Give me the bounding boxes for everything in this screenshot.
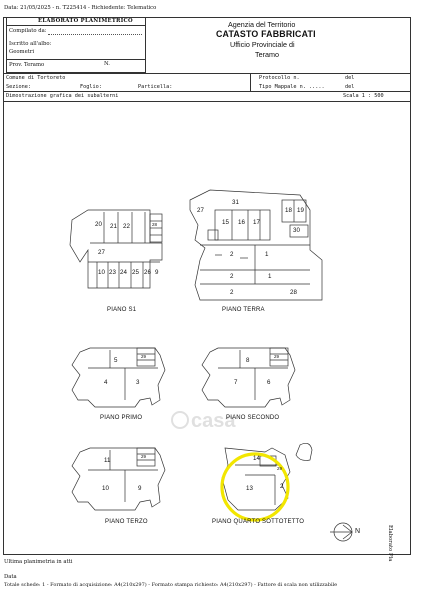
svg-text:11: 11 — [104, 457, 111, 464]
plan-label-s1: PIANO S1 — [107, 307, 137, 313]
footer-line3: Totale schede: 1 - Formato di acquisizione: A4(210x297) - Formato stampa richiesto: A4(210x297) - Fattore di scala non utilizzabile — [4, 582, 338, 588]
watermark-logo — [172, 410, 236, 432]
plan-label-terzo: PIANO TERZO — [105, 519, 148, 525]
svg-text:10: 10 — [102, 485, 109, 492]
agency-line4: Teramo — [255, 50, 279, 59]
scale-label: Scala 1 : 500 — [343, 93, 384, 99]
svg-text:2: 2 — [230, 273, 234, 280]
plan-quarto-outline — [222, 443, 312, 510]
iscritto-label: Iscritto all'albo: — [9, 41, 52, 47]
svg-text:20: 20 — [95, 221, 102, 228]
n-label: N. — [104, 61, 110, 67]
foglio-label: Foglio: — [80, 84, 102, 90]
svg-text:casa: casa — [191, 410, 236, 432]
svg-text:29: 29 — [141, 354, 147, 359]
svg-text:8: 8 — [246, 357, 250, 364]
svg-text:25: 25 — [132, 269, 139, 276]
sezione-label: Sezione: — [6, 84, 31, 90]
plan-label-secondo: PIANO SECONDO — [226, 415, 280, 421]
comune-label: Comune di Tortoreto — [6, 75, 66, 81]
svg-text:9: 9 — [155, 269, 159, 276]
agency-line1: Agenzia del Territorio — [228, 20, 296, 29]
svg-text:28: 28 — [152, 222, 158, 227]
north-arrow-icon — [330, 523, 352, 541]
svg-text:15: 15 — [222, 219, 229, 226]
del-label-1: del — [345, 75, 355, 81]
svg-text:28: 28 — [290, 289, 297, 296]
svg-text:19: 19 — [297, 207, 304, 214]
plan-primo-outline — [72, 348, 165, 407]
north-label: N — [355, 528, 361, 535]
svg-text:7: 7 — [234, 379, 238, 386]
particella-label: Particella: — [138, 84, 173, 90]
plan-terzo-outline — [72, 448, 165, 510]
svg-text:21: 21 — [110, 223, 117, 230]
request-note: Data: 21/05/2025 - n. T225414 - Richiedente: Telematico — [4, 5, 157, 11]
svg-text:29: 29 — [274, 354, 280, 359]
svg-text:27: 27 — [197, 207, 204, 214]
svg-text:1: 1 — [268, 273, 272, 280]
del-label-2: del — [345, 84, 355, 90]
svg-text:22: 22 — [123, 223, 130, 230]
svg-text:24: 24 — [120, 269, 127, 276]
svg-text:2: 2 — [230, 289, 234, 296]
svg-text:14: 14 — [253, 455, 260, 462]
svg-text:26: 26 — [144, 269, 151, 276]
iscritto-value: Geometri — [9, 49, 35, 55]
prov-label: Prov. Teramo — [9, 62, 45, 68]
svg-text:1: 1 — [265, 251, 269, 258]
side-label: Elaborato Pla — [387, 525, 393, 562]
svg-text:13: 13 — [246, 485, 253, 492]
svg-text:4: 4 — [104, 379, 108, 386]
svg-text:30: 30 — [293, 227, 300, 234]
plan-label-primo: PIANO PRIMO — [100, 415, 143, 421]
svg-text:9: 9 — [138, 485, 142, 492]
svg-text:3: 3 — [136, 379, 140, 386]
svg-text:18: 18 — [285, 207, 292, 214]
footer-line1: Ultima planimetria in atti — [4, 559, 73, 565]
elaborato-title: ELABORATO PLANIMETRICO — [38, 18, 133, 24]
footer-line2: Data — [4, 574, 17, 580]
svg-text:31: 31 — [232, 199, 239, 206]
svg-text:6: 6 — [267, 379, 271, 386]
plan-label-terra: PIANO TERRA — [222, 307, 265, 313]
plan-label-quarto: PIANO QUARTO SOTTOTETTO — [212, 519, 305, 525]
svg-text:23: 23 — [109, 269, 116, 276]
svg-text:27: 27 — [98, 249, 105, 256]
tipo-mappale-label: Tipo Mappale n. ..... — [259, 84, 325, 90]
svg-text:5: 5 — [114, 357, 118, 364]
protocollo-label: Protocollo n. — [259, 75, 300, 81]
plan-s1-outline — [70, 210, 162, 288]
agency-line2: CATASTO FABBRICATI — [216, 29, 316, 39]
svg-text:17: 17 — [253, 219, 260, 226]
svg-text:29: 29 — [277, 466, 283, 471]
svg-text:29: 29 — [141, 454, 147, 459]
agency-line3: Ufficio Provinciale di — [230, 40, 295, 49]
svg-text:16: 16 — [238, 219, 245, 226]
dimostrazione-label: Dimostrazione grafica dei subalterni — [6, 93, 119, 99]
svg-text:10: 10 — [98, 269, 105, 276]
compilato-label: Compilato da: — [9, 28, 47, 34]
svg-text:2: 2 — [280, 483, 284, 490]
svg-text:2: 2 — [230, 251, 234, 258]
